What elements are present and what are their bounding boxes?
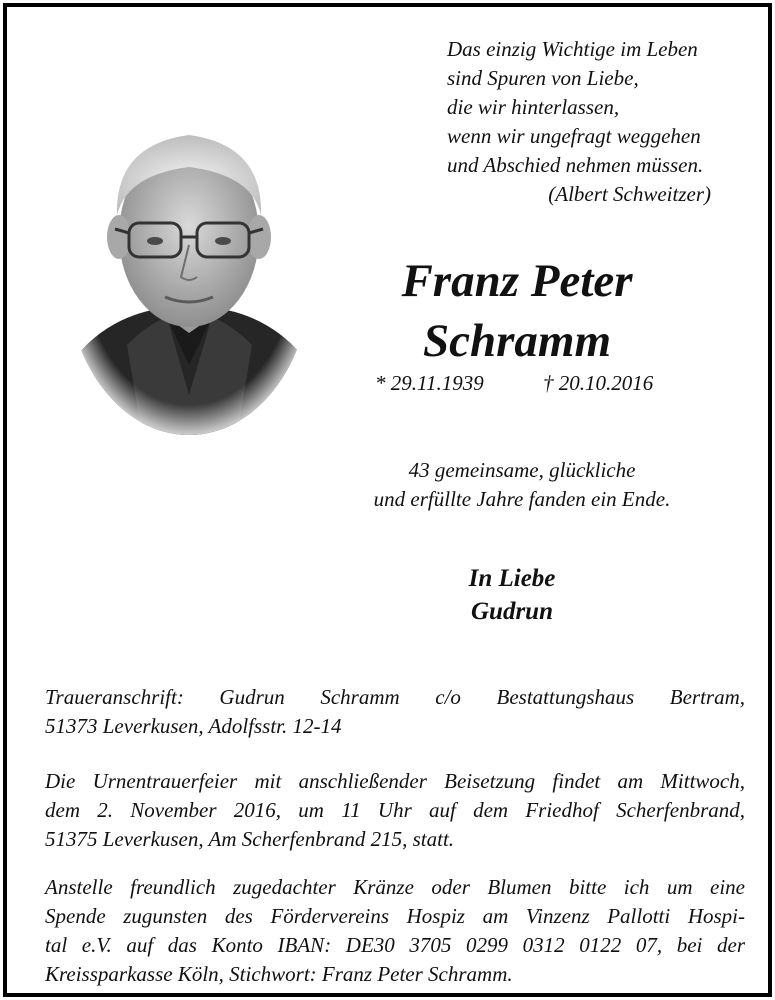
quote-author: (Albert Schweitzer) xyxy=(548,182,711,206)
quote-line: Das einzig Wichtige im Leben xyxy=(447,37,698,61)
memorial-line: und erfüllte Jahre fanden ein Ende. xyxy=(373,487,671,511)
quote-line: wenn wir ungefragt weggehen xyxy=(447,124,701,148)
paragraph-line: tal e.V. auf das Konto IBAN: DE30 3705 0299 0312 0122 07, bei der xyxy=(45,933,745,957)
paragraph-line: 51373 Leverkusen, Adolfsstr. 12-14 xyxy=(45,714,342,738)
signature-line: In Liebe xyxy=(468,565,556,592)
portrait-photo xyxy=(67,105,312,435)
paragraph-line: Die Urnentrauerfeier mit anschließender Beisetzung findet am Mittwoch, xyxy=(45,769,745,793)
memorial-line: 43 gemeinsame, glückliche xyxy=(408,458,636,482)
signature xyxy=(397,562,627,628)
obituary-frame xyxy=(3,3,772,997)
paragraph-line: Traueranschrift: Gudrun Schramm c/o Bestattungshaus Bertram, xyxy=(45,685,745,709)
paragraph-line: Spende zugunsten des Fördervereins Hospiz am Vinzenz Pallotti Hospi- xyxy=(45,904,745,928)
deceased-first-names: Franz Peter xyxy=(401,255,633,307)
paragraph-line: 51375 Leverkusen, Am Scherfenbrand 215, statt. xyxy=(45,827,455,851)
paragraph-line: Anstelle freundlich zugedachter Kränze oder Blumen bitte ich um eine xyxy=(45,875,745,899)
quote-line: die wir hinterlassen, xyxy=(447,95,620,119)
quote-line: und Abschied nehmen müssen. xyxy=(447,153,704,177)
mourning-address xyxy=(45,683,745,741)
birth-date: * 29.11.1939 xyxy=(375,371,484,395)
signature-name: Gudrun xyxy=(471,598,553,625)
deceased-surname: Schramm xyxy=(422,315,612,367)
paragraph-line: dem 2. November 2016, um 11 Uhr auf dem Friedhof Scherfenbrand, xyxy=(45,798,745,822)
ceremony-info xyxy=(45,767,745,854)
quote-block xyxy=(447,35,747,209)
donation-info xyxy=(45,873,745,989)
death-date: † 20.10.2016 xyxy=(543,371,654,395)
quote-line: sind Spuren von Liebe, xyxy=(447,66,639,90)
deceased-name xyxy=(337,251,697,371)
memorial-text xyxy=(327,456,717,514)
paragraph-line: Kreissparkasse Köln, Stichwort: Franz Peter Schramm. xyxy=(45,962,513,986)
